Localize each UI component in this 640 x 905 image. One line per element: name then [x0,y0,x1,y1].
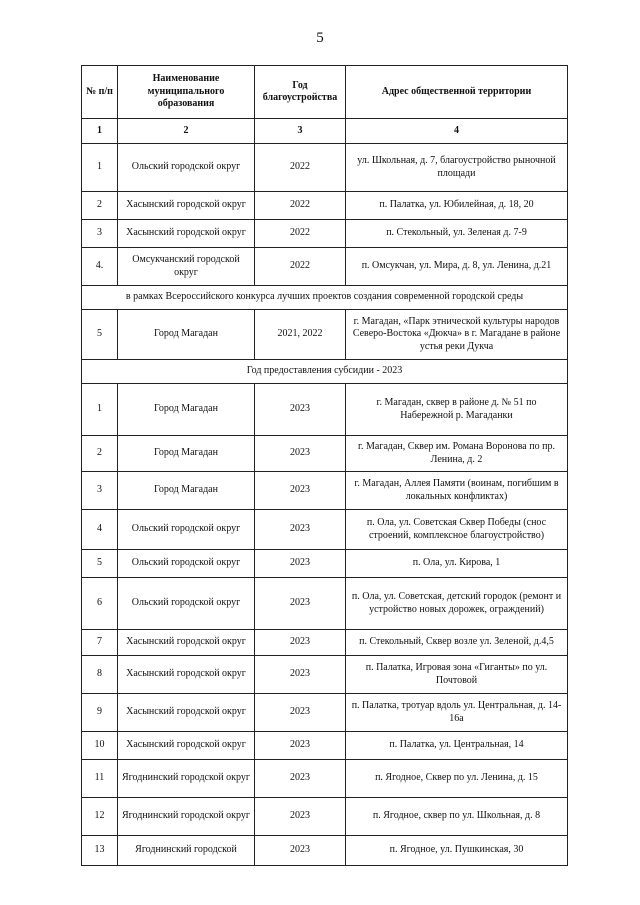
header-year: Год благоустройства [255,66,346,119]
row-municipality: Ольский городской округ [118,510,255,550]
row-municipality: Город Магадан [118,310,255,360]
table-row [82,220,568,248]
row-num: 3 [82,220,118,248]
row-address: п. Ола, ул. Кирова, 1 [346,550,568,578]
table-row [82,630,568,656]
table-row [82,798,568,836]
table-row [82,192,568,220]
row-year: 2023 [255,472,346,510]
row-year: 2023 [255,630,346,656]
row-address: п. Омсукчан, ул. Мира, д. 8, ул. Ленина, д.21 [346,248,568,286]
row-num: 4 [82,510,118,550]
table-row [82,248,568,286]
row-municipality: Ягоднинский городской округ [118,798,255,836]
row-num: 5 [82,550,118,578]
row-municipality: Хасынский городской округ [118,732,255,760]
column-number: 4 [346,119,568,144]
row-year: 2023 [255,836,346,866]
row-num: 4. [82,248,118,286]
row-address: п. Ола, ул. Советская, детский городок (ремонт и устройство новых дорожек, ограждений) [346,578,568,630]
table-row [82,578,568,630]
row-year: 2021, 2022 [255,310,346,360]
row-address: ул. Школьная, д. 7, благоустройство рыночной площади [346,144,568,192]
table-row [82,732,568,760]
row-municipality: Город Магадан [118,436,255,472]
table-header-row [82,66,568,119]
row-municipality: Ягоднинский городской [118,836,255,866]
row-municipality: Ягоднинский городской округ [118,760,255,798]
row-year: 2022 [255,192,346,220]
row-num: 8 [82,656,118,694]
row-year: 2023 [255,550,346,578]
row-num: 1 [82,384,118,436]
row-num: 10 [82,732,118,760]
row-municipality: Хасынский городской округ [118,630,255,656]
row-municipality: Город Магадан [118,472,255,510]
row-year: 2023 [255,384,346,436]
row-municipality: Ольский городской округ [118,144,255,192]
row-num: 5 [82,310,118,360]
row-address: г. Магадан, «Парк этнической культуры народов Северо-Востока «Дюкча» в г. Магадане в районе устья реки Дукча [346,310,568,360]
row-num: 3 [82,472,118,510]
row-year: 2023 [255,798,346,836]
row-municipality: Хасынский городской округ [118,192,255,220]
section-row [82,360,568,384]
row-address: п. Палатка, тротуар вдоль ул. Центральная, д. 14-16а [346,694,568,732]
row-num: 11 [82,760,118,798]
table-row [82,144,568,192]
row-address: п. Палатка, Игровая зона «Гиганты» по ул. Почтовой [346,656,568,694]
page-number: 5 [316,30,324,46]
row-address: п. Стекольный, ул. Зеленая д. 7-9 [346,220,568,248]
row-address: п. Ола, ул. Советская Сквер Победы (снос строений, комплексное благоустройство) [346,510,568,550]
row-num: 12 [82,798,118,836]
table-row [82,310,568,360]
header-address: Адрес общественной территории [346,66,568,119]
header-num: № п/п [82,66,118,119]
row-address: г. Магадан, сквер в районе д. № 51 по Набережной р. Магаданки [346,384,568,436]
header-municipality: Наименование муниципального образования [118,66,255,119]
table-row [82,510,568,550]
row-num: 6 [82,578,118,630]
table-row [82,472,568,510]
row-year: 2022 [255,248,346,286]
row-address: г. Магадан, Аллея Памяти (воинам, погибшим в локальных конфликтах) [346,472,568,510]
section-row [82,286,568,310]
row-num: 7 [82,630,118,656]
row-num: 2 [82,436,118,472]
row-year: 2023 [255,732,346,760]
row-address: п. Ягодное, сквер по ул. Школьная, д. 8 [346,798,568,836]
table-row [82,760,568,798]
row-year: 2023 [255,578,346,630]
row-address: п. Ягодное, ул. Пушкинская, 30 [346,836,568,866]
table-row [82,656,568,694]
row-municipality: Омсукчанский городской округ [118,248,255,286]
column-number: 2 [118,119,255,144]
table-row [82,384,568,436]
table-row [82,436,568,472]
row-num: 13 [82,836,118,866]
row-municipality: Ольский городской округ [118,550,255,578]
row-num: 1 [82,144,118,192]
row-municipality: Хасынский городской округ [118,220,255,248]
row-num: 2 [82,192,118,220]
column-numbers-row [82,119,568,144]
row-municipality: Хасынский городской округ [118,694,255,732]
row-year: 2022 [255,144,346,192]
territories-table [81,65,568,866]
row-address: п. Стекольный, Сквер возле ул. Зеленой, д.4,5 [346,630,568,656]
row-year: 2022 [255,220,346,248]
row-municipality: Хасынский городской округ [118,656,255,694]
row-year: 2023 [255,694,346,732]
table-row [82,694,568,732]
column-number: 1 [82,119,118,144]
row-address: п. Палатка, ул. Юбилейная, д. 18, 20 [346,192,568,220]
row-address: г. Магадан, Сквер им. Романа Воронова по пр. Ленина, д. 2 [346,436,568,472]
column-number: 3 [255,119,346,144]
row-year: 2023 [255,510,346,550]
row-num: 9 [82,694,118,732]
row-municipality: Ольский городской округ [118,578,255,630]
row-municipality: Город Магадан [118,384,255,436]
table-row [82,836,568,866]
row-year: 2023 [255,760,346,798]
row-address: п. Палатка, ул. Центральная, 14 [346,732,568,760]
row-year: 2023 [255,436,346,472]
table-row [82,550,568,578]
row-year: 2023 [255,656,346,694]
row-address: п. Ягодное, Сквер по ул. Ленина, д. 15 [346,760,568,798]
section-2023-title: Год предоставления субсидии - 2023 [82,360,568,384]
section-contest-title: в рамках Всероссийского конкурса лучших проектов создания современной городской среды [82,286,568,310]
